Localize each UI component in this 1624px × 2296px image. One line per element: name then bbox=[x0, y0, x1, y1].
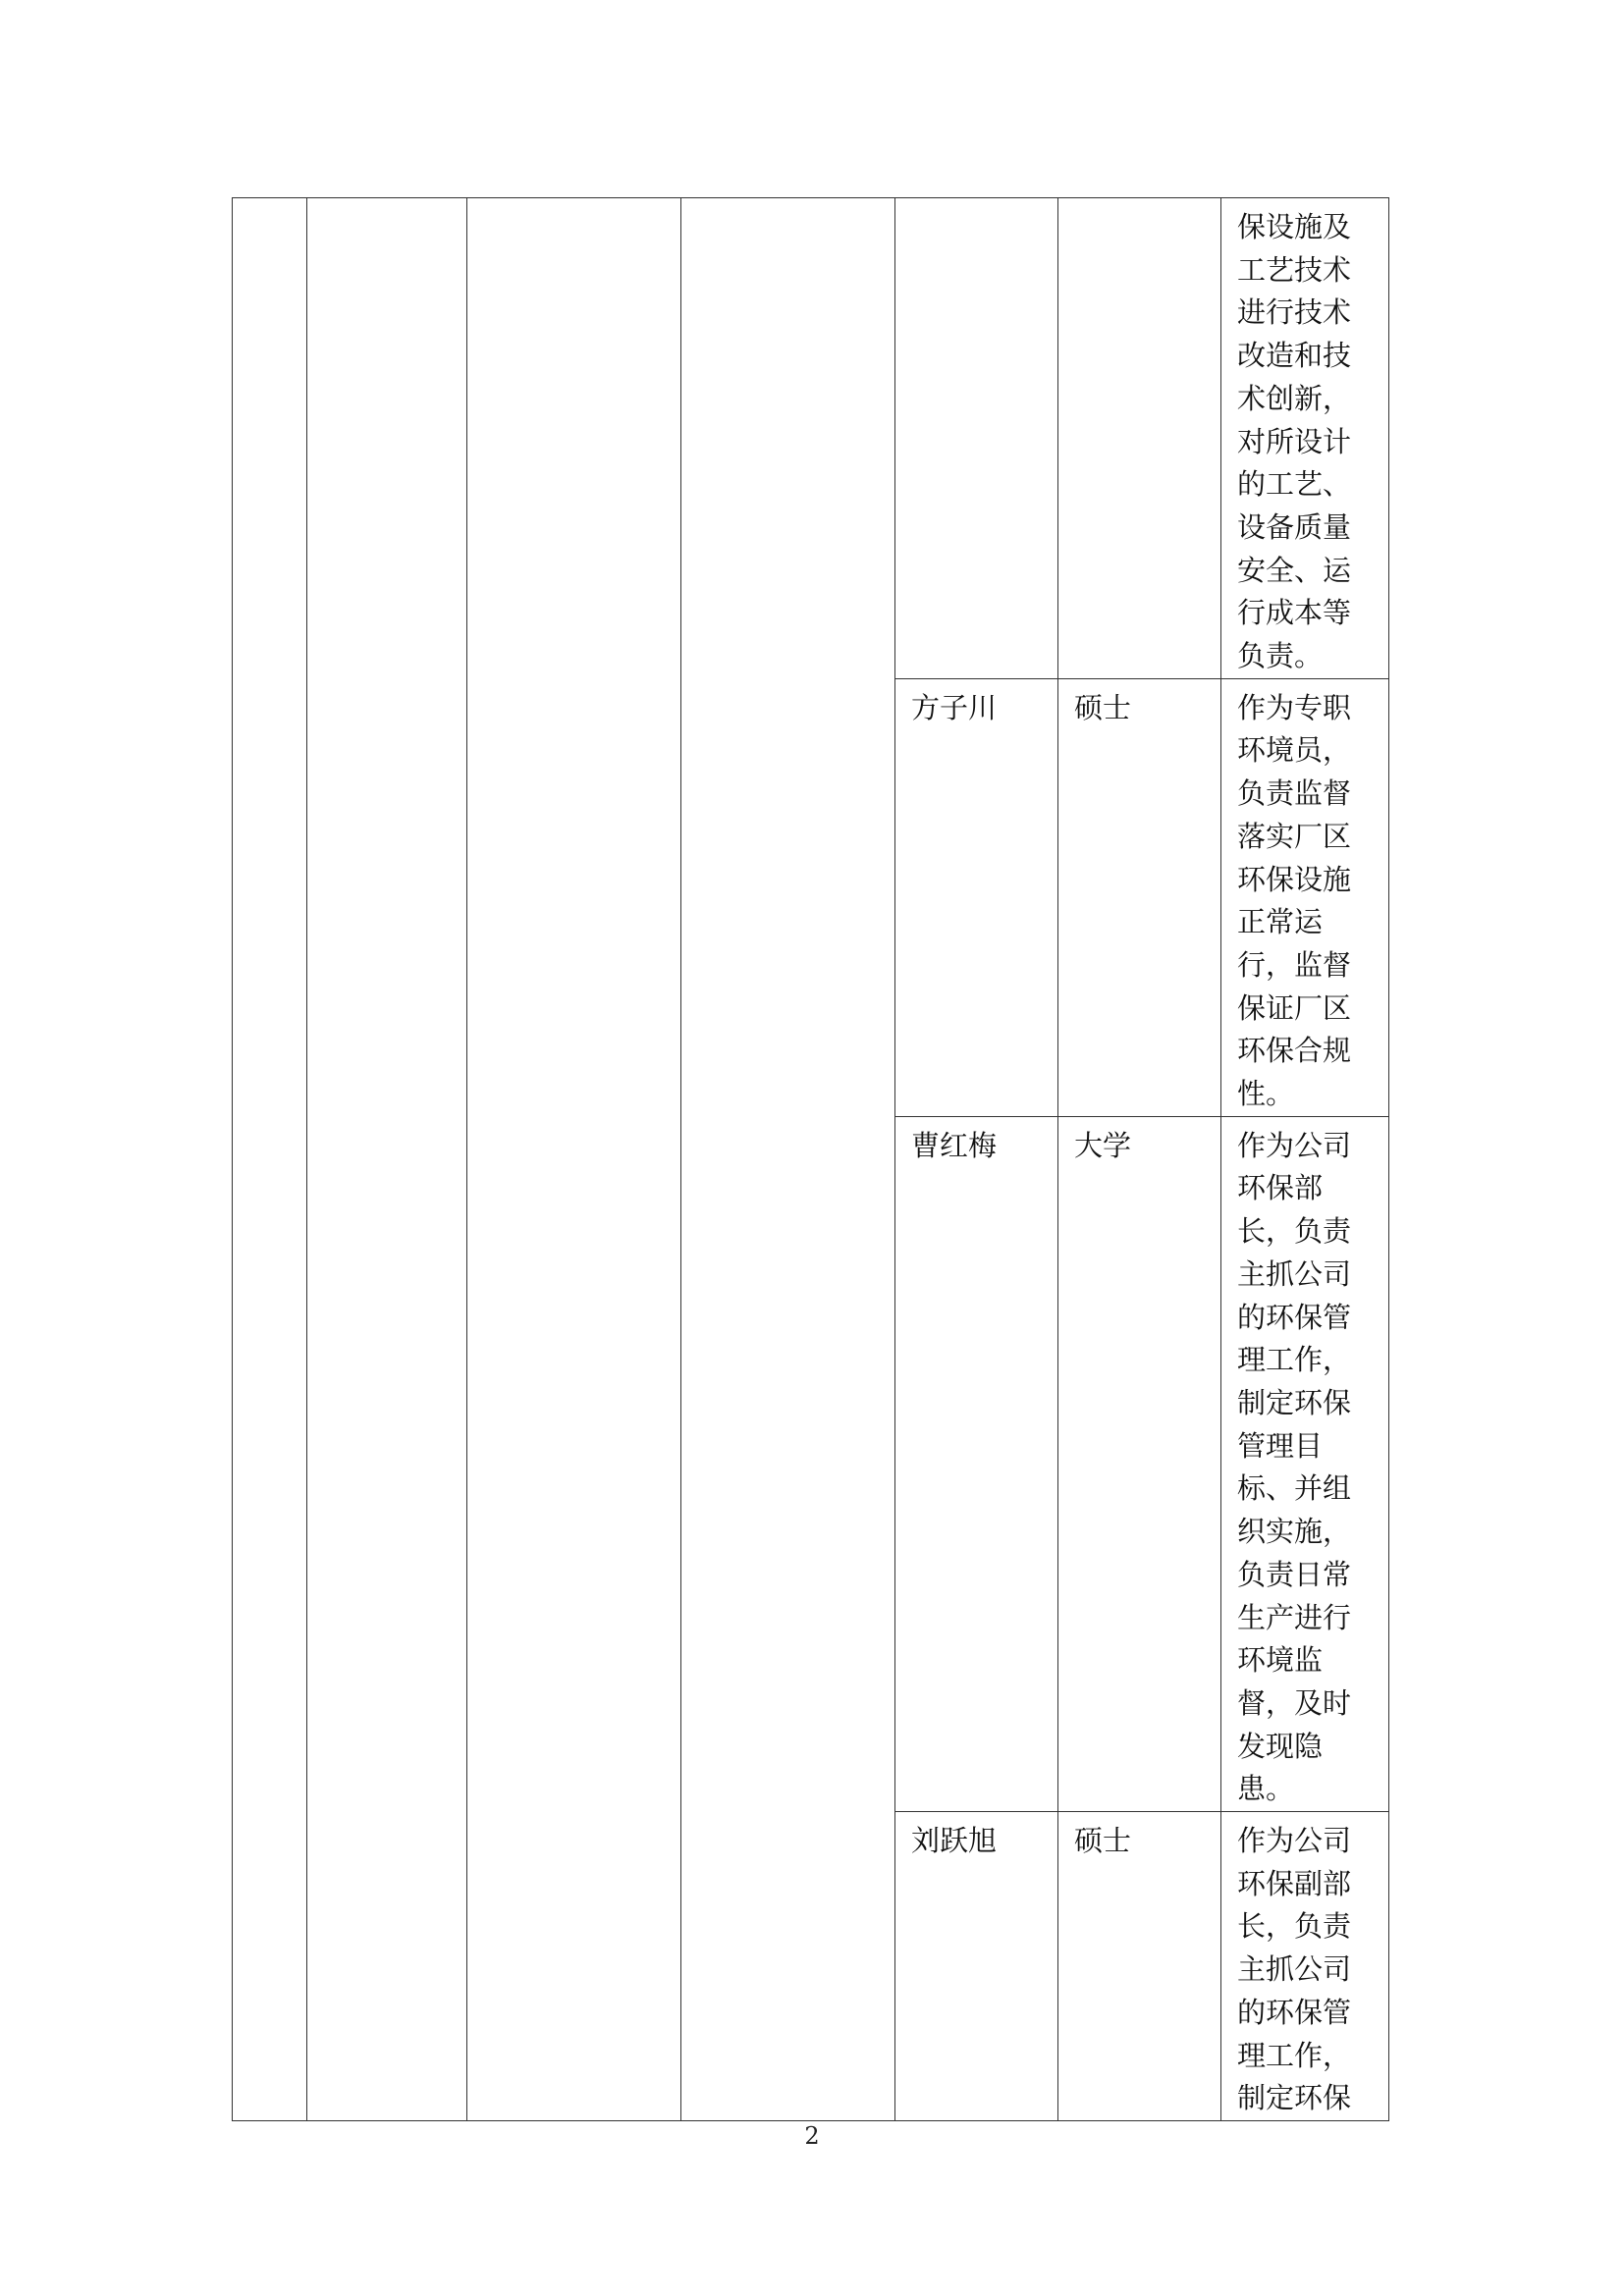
page-number: 2 bbox=[804, 2122, 820, 2150]
name-cell bbox=[895, 1812, 1058, 2121]
degree-text: 硕士 bbox=[1074, 1824, 1132, 1858]
degree-text: 硕士 bbox=[1074, 690, 1132, 724]
name-text: 曹红梅 bbox=[911, 1128, 998, 1162]
name-text bbox=[895, 198, 1057, 206]
duty-cell bbox=[1221, 198, 1389, 679]
duty-cell bbox=[1221, 678, 1389, 1116]
duty-text: 作为专职 环境员， 负责监督 落实厂区 环保设施 正常运 行，监督 保证厂区 环保合规 性。 bbox=[1237, 690, 1352, 1111]
degree-text bbox=[1058, 198, 1220, 206]
name-text: 刘跃旭 bbox=[911, 1824, 998, 1858]
name-text: 方子川 bbox=[911, 690, 998, 724]
degree-cell bbox=[1058, 1116, 1221, 1811]
merged-cell-col3 bbox=[467, 198, 681, 2121]
staff-table bbox=[232, 197, 1389, 2121]
duty-cell bbox=[1221, 1116, 1389, 1811]
table-row bbox=[233, 198, 1389, 679]
merged-cell-col4 bbox=[681, 198, 895, 2121]
merged-cell-col2 bbox=[307, 198, 467, 2121]
duty-text: 作为公司 环保副部 长，负责 主抓公司 的环保管 理工作， 制定环保 bbox=[1237, 1824, 1352, 2115]
merged-cell-col1 bbox=[233, 198, 307, 2121]
degree-cell bbox=[1058, 198, 1221, 679]
degree-cell bbox=[1058, 678, 1221, 1116]
degree-text: 大学 bbox=[1074, 1128, 1132, 1162]
degree-cell bbox=[1058, 1812, 1221, 2121]
name-cell bbox=[895, 1116, 1058, 1811]
duty-text: 作为公司 环保部 长，负责 主抓公司 的环保管 理工作， 制定环保 管理目 标、并组 织实施， 负责日常 生产进行 环境监 督，及时 发现隐 患。 bbox=[1237, 1128, 1352, 1806]
name-cell bbox=[895, 678, 1058, 1116]
name-cell bbox=[895, 198, 1058, 679]
duty-cell bbox=[1221, 1812, 1389, 2121]
duty-text: 保设施及 工艺技术 进行技术 改造和技 术创新， 对所设计 的工艺、 设备质量 安全、运 行成本等 负责。 bbox=[1237, 210, 1352, 673]
